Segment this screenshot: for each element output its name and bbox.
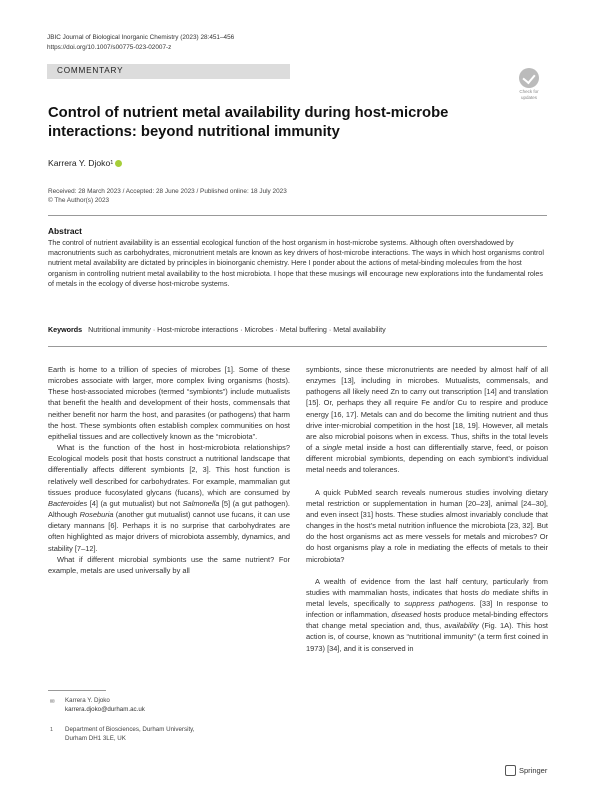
author-email-link[interactable]: karrera.djoko@durham.ac.uk — [65, 705, 145, 713]
text-run: [5] (a gut pathogen). Although — [48, 498, 290, 520]
text-run: [4] (a gut mutualist) but not — [87, 498, 183, 508]
affiliation-mark: 1 — [50, 727, 54, 733]
publisher-name: Springer — [519, 766, 548, 775]
orcid-icon[interactable] — [115, 160, 122, 167]
corresponding-author-name: Karrera Y. Djoko — [65, 697, 110, 704]
check-for-updates-badge[interactable] — [514, 68, 544, 102]
copyright-notice: © The Author(s) 2023 — [48, 197, 110, 204]
footnote-divider — [48, 690, 106, 691]
text-run: . [33] In response to infection or inflammation, — [306, 598, 548, 620]
corresponding-author — [65, 697, 145, 714]
doi-link[interactable]: https://doi.org/10.1007/s00775-023-02007-z — [47, 44, 172, 51]
text-run: mediate shifts in metal levels, specifically to — [306, 587, 549, 608]
italic-term: suppress pathogens — [404, 598, 474, 608]
abstract-text: The control of nutrient availability is an essential ecological function of the host organism in host-microbe systems. Although often overshadowed by macronutrients such as carbohydrates, micronutrient metals are known as key drivers of host-microbe interactions. The ways in which host organisms control nutrient metal availability are dictated by principles in bioinorganic chemistry. Here I ponder about the actions of metal-binding molecules from the host organism in controlling nutrient metal availability to the host microbiota. I hope that these musings will encourage new explorations into the fundamental roles of metals in the ecology of diverse host-microbe systems. — [48, 239, 544, 288]
springer-horse-icon — [505, 765, 516, 776]
italic-term: diseased — [391, 610, 422, 620]
publisher-logo — [505, 765, 547, 776]
text-run: symbionts, since these micronutrients are needed by almost half of all enzymes [13], including in microbes. Mutualists, commensals, and pathogens all likely need Zn to carry out transcription [14] and translation [15]. Or, perhaps they all require Fe and/or Cu to respire and produce energy [16, 17]. Metals can and do become the limiting nutrient and thus drive inter-microbial competition in the host [18, 19]. However, all metals are also microbial poisons when in excess. Thus, shifts in the total levels of a — [306, 365, 548, 453]
italic-term: single — [322, 443, 343, 453]
author-line — [48, 157, 122, 169]
author-name: Karrera Y. Djoko — [48, 158, 111, 168]
article-type-label: COMMENTARY — [57, 66, 124, 75]
paragraph: Earth is home to a trillion of species of microbes [1]. Some of these microbes associate with larger, more complex living organisms (hosts). These host-associated microbes (termed “symbionts”) include mutualists that benefit the health and development of their hosts, commensals that neither benefit nor harm the host, and parasites (or pathogens) that harm the host. These symbionts often establish complex communities on host epithelial tissues and are collectively known as the “microbiota”. — [48, 365, 290, 441]
italic-term: do — [481, 587, 490, 597]
article-title: Control of nutrient metal availability during host-microbe interactions: beyond nutritional immunity — [48, 105, 449, 140]
text-run: metal inside a host can differentially starve, feed, or poison different microbial symbionts, depending on each symbiont’s individual metal needs and tolerances. — [306, 443, 548, 475]
text-run: A wealth of evidence from the last half century, particularly from studies with mammalian hosts, indicates that hosts — [306, 576, 548, 597]
journal-header — [47, 33, 234, 53]
text-run: (Fig. 1A). This host action is, of course, known as “nutritional immunity” (a term first coined in 1973) [34], and it is conserved in — [306, 621, 549, 653]
affiliation — [65, 726, 195, 743]
italic-term: Salmonella — [182, 498, 220, 508]
paragraph — [306, 364, 548, 476]
keywords-line — [48, 325, 547, 335]
publication-dates: Received: 28 March 2023 / Accepted: 28 June 2023 / Published online: 18 July 2023 — [48, 188, 287, 195]
abstract-heading: Abstract — [48, 226, 82, 236]
body-column-left — [48, 364, 290, 576]
text-run: What is the function of the host in host-microbiota relationships? Ecological models posit that hosts construct a nutritional landscape that differentially affects different symbionts [2, 3]. This host function is relatively well described for carbohydrates. For example, mammalian gut tissues produce fucosylated glycans (fucans), which are consumed by — [48, 443, 290, 497]
italic-term: Roseburia — [79, 510, 114, 520]
checkmark-icon — [519, 68, 539, 88]
keywords-label: Keywords — [48, 326, 83, 334]
journal-citation: JBIC Journal of Biological Inorganic Chemistry (2023) 28:451–456 — [47, 34, 235, 41]
affiliation-line-2: Durham DH1 3LE, UK — [65, 734, 126, 742]
text-run: hosts produce metal-binding effectors that change metal speciation and, thus, — [306, 610, 548, 631]
divider-bottom — [48, 346, 547, 347]
paragraph: What if different microbial symbionts use the same nutrient? For example, metals are used universally by all — [48, 554, 290, 575]
italic-term: availability — [444, 621, 479, 631]
text-run: (another gut mutualist) cannot use fucans, it can use dietary mannans [6]. Perhaps it is no surprise that carbohydrates are often highlighted as major drivers of microbiota assembly, dynamics, and stability [7–12]. — [48, 510, 290, 553]
affiliation-line-1: Department of Biosciences, Durham University, — [65, 726, 195, 733]
mail-icon: ✉ — [50, 699, 55, 705]
paragraph — [48, 442, 290, 554]
badge-label-1: Check for — [519, 89, 539, 94]
badge-label-2: updates — [520, 95, 537, 100]
paragraph: A quick PubMed search reveals numerous studies involving dietary metal restriction or supplementation in human [20–23], animal [24–30], and even insect [31] hosts. These studies almost invariably conclude that changes in the host’s metal nutrition influence the microbiota [23, 32]. But do the host organisms act as mere vessels for metals and microbes? Or do host organisms play a role in mediating the effects of metals to their microbiota? — [306, 487, 548, 564]
keywords-list: Nutritional immunity · Host-microbe interactions · Microbes · Metal buffering · Metal availability — [88, 326, 386, 334]
body-column-right — [306, 364, 548, 654]
author-affiliation-mark: 1 — [110, 160, 114, 166]
divider-top — [48, 215, 547, 216]
paragraph — [306, 576, 548, 654]
italic-term: Bacteroides — [48, 498, 88, 508]
